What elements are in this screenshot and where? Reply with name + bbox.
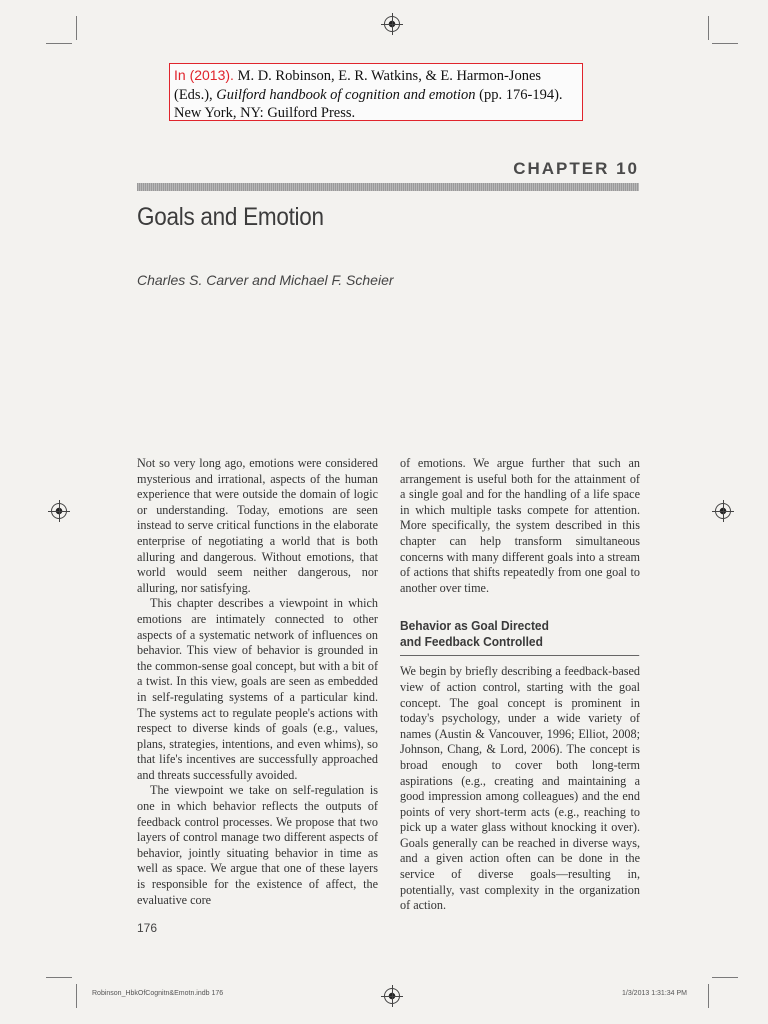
crop-mark	[708, 984, 709, 1008]
registration-mark-icon	[51, 503, 67, 519]
crop-mark	[46, 43, 72, 44]
right-column	[400, 456, 640, 914]
crop-mark	[708, 16, 709, 40]
paragraph: This chapter describes a viewpoint in which emotions are intimately connected to other aspects of a systematic network of influences on behavior. This view of behavior is grounded in the common-sense goal concept, but with a bit of a twist. In this view, goals are seen as embedded in self-regulating systems of a particular kind. The systems act to regulate people's actions with respect to diverse kinds of goals (e.g., values, plans, strategies, intentions, and even whims), so that life's incentives are successfully approached and threats successfully avoided.	[137, 596, 378, 782]
chapter-rule	[137, 183, 639, 191]
citation-pages: (pp. 176-194).	[475, 86, 563, 103]
registration-mark-icon	[384, 988, 400, 1004]
chapter-title: Goals and Emotion	[137, 203, 324, 231]
crop-mark	[712, 977, 738, 978]
citation-editors: M. D. Robinson, E. R. Watkins, & E. Harmon-Jones	[233, 68, 542, 84]
chapter-authors: Charles S. Carver and Michael F. Scheier	[137, 272, 394, 288]
paragraph: We begin by briefly describing a feedback-based view of action control, starting with the goal concept. The goal concept is prominent in today's psychology, under a wide variety of names (Austin & Vancouver, 1996; Elliot, 2008; Johnson, Chang, & Lord, 2006). The concept is broad enough to cover both long-term aspirations (e.g., creating and maintaining a good impression among colleagues) and the end points of very short-term acts (e.g., reaching to pick up a water glass without knocking it over). Goals generally can be reached in diverse ways, and a given action often can be done in the service of diverse goals—resulting in, potentially, vast complexity in the organization of action.	[400, 664, 640, 913]
registration-mark-icon	[715, 503, 731, 519]
page-number: 176	[137, 921, 158, 935]
footer-timestamp: 1/3/2013 1:31:34 PM	[622, 990, 687, 997]
paragraph: Not so very long ago, emotions were considered mysterious and irrational, aspects of the human experience that were outside the domain of logic or understanding. Today, emotions are seen instead to serve critical functions in the elaborate enterprise of negotiating a world that is both alluring and dangerous. Without emotions, that world would seem neither dangerous, nor alluring, nor satisfying.	[137, 456, 378, 595]
section-heading-line: Behavior as Goal Directed	[400, 618, 549, 634]
left-column	[137, 456, 378, 908]
citation-book-title: Guilford handbook of cognition and emotion	[216, 86, 476, 103]
citation-eds: (Eds.),	[174, 86, 217, 103]
section-heading-line: and Feedback Controlled	[400, 634, 543, 650]
crop-mark	[712, 43, 738, 44]
chapter-label: CHAPTER 10	[513, 159, 639, 178]
citation-box	[169, 63, 583, 121]
registration-mark-icon	[384, 16, 400, 32]
crop-mark	[46, 977, 72, 978]
crop-mark	[76, 984, 77, 1008]
paragraph: of emotions. We argue further that such an arrangement is useful both for the attainment of a single goal and for the handling of a life space in which multiple tasks compete for attention. More specifically, the system described in this chapter can help transform simultaneous concerns with many different goals into a stream of actions that shifts repeatedly from one goal to another over time.	[400, 456, 640, 595]
citation-publisher: New York, NY: Guilford Press.	[174, 105, 356, 121]
paragraph: The viewpoint we take on self-regulation is one in which behavior reflects the outputs of feedback control processes. We propose that two layers of control manage two different aspects of behavior, jointly situating behavior in time as well as space. We argue that one of these layers is responsible for the existence of affect, the evaluative core	[137, 783, 378, 907]
section-heading	[400, 618, 639, 656]
citation-year: In (2013).	[174, 67, 234, 83]
crop-mark	[76, 16, 77, 40]
footer-file-info: Robinson_HbkOfCognitn&Emotn.indb 176	[92, 990, 224, 997]
